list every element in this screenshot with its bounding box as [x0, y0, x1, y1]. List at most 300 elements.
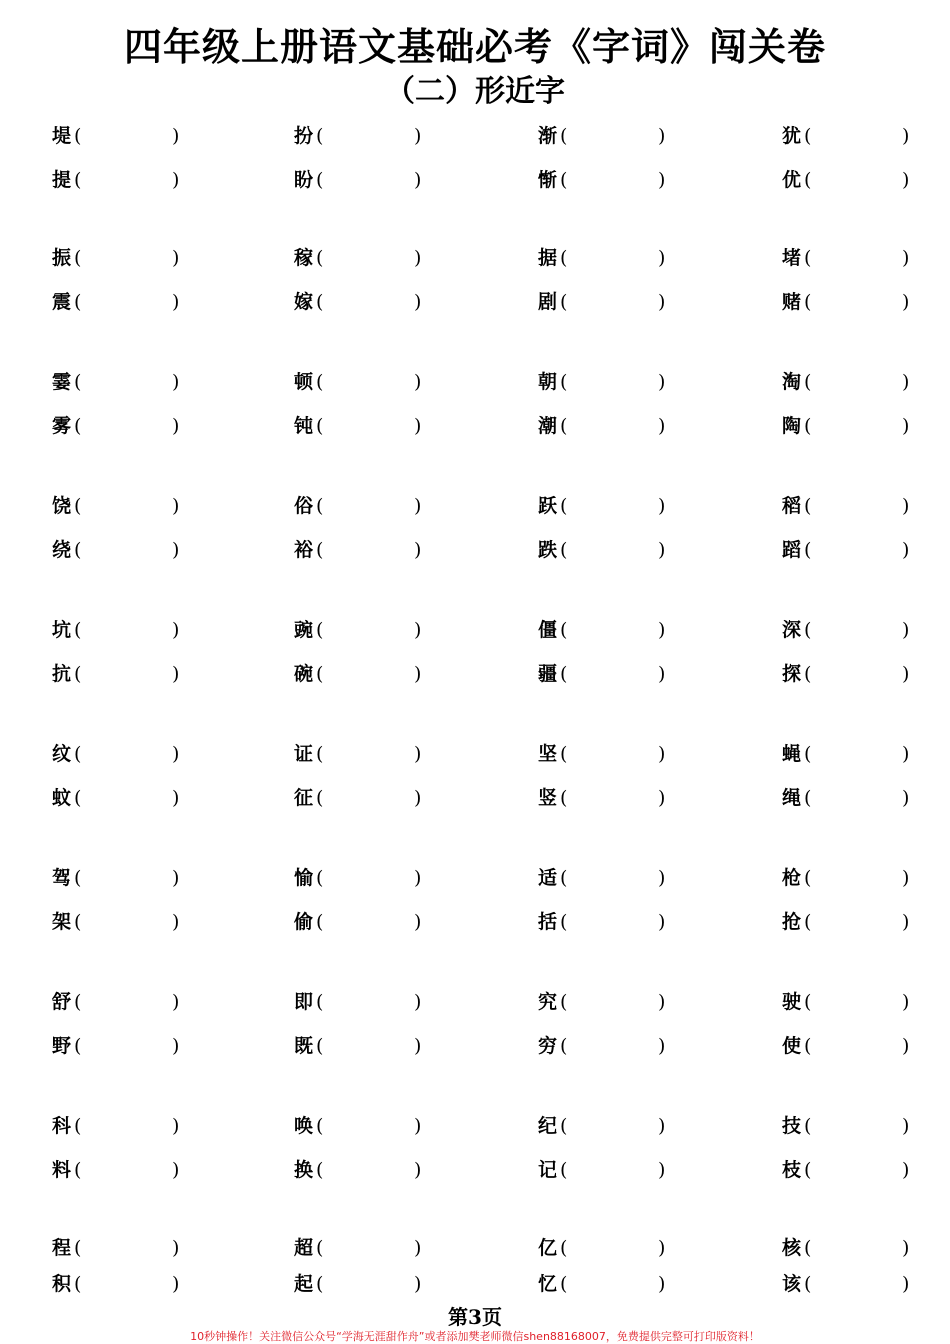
answer-blank-close: ): [414, 911, 422, 933]
answer-blank-open: (: [316, 1035, 324, 1057]
answer-blank-open: (: [316, 787, 324, 809]
answer-blank-close: ): [902, 125, 910, 147]
answer-blank-open: (: [560, 991, 568, 1013]
char-blank-item: [538, 244, 678, 272]
answer-blank-close: ): [172, 911, 180, 933]
answer-blank-open: (: [316, 911, 324, 933]
answer-blank-open: (: [316, 1115, 324, 1137]
character: 稻: [782, 495, 802, 517]
char-blank-item: [538, 740, 678, 768]
character: 优: [782, 169, 802, 191]
answer-blank-open: (: [804, 867, 812, 889]
answer-blank-open: (: [316, 169, 324, 191]
answer-blank-close: ): [172, 371, 180, 393]
answer-blank-close: ): [902, 495, 910, 517]
answer-blank-close: ): [658, 247, 666, 269]
answer-blank-close: ): [902, 371, 910, 393]
answer-blank-open: (: [804, 1237, 812, 1259]
answer-blank-close: ): [414, 371, 422, 393]
character: 顿: [294, 371, 314, 393]
character: 驶: [782, 991, 802, 1013]
char-blank-item: [52, 166, 192, 194]
answer-blank-close: ): [172, 991, 180, 1013]
char-blank-item: [782, 368, 922, 396]
character: 即: [294, 991, 314, 1013]
character: 碗: [294, 663, 314, 685]
answer-blank-open: (: [74, 663, 82, 685]
answer-blank-close: ): [902, 415, 910, 437]
answer-blank-open: (: [74, 1159, 82, 1181]
character: 疆: [538, 663, 558, 685]
character: 既: [294, 1035, 314, 1057]
character: 竖: [538, 787, 558, 809]
answer-blank-close: ): [902, 1115, 910, 1137]
character: 稼: [294, 247, 314, 269]
character: 雾: [52, 415, 72, 437]
character: 枪: [782, 867, 802, 889]
answer-blank-close: ): [658, 867, 666, 889]
answer-blank-close: ): [414, 991, 422, 1013]
character: 记: [538, 1159, 558, 1181]
answer-blank-open: (: [560, 1159, 568, 1181]
answer-blank-open: (: [804, 125, 812, 147]
character: 陶: [782, 415, 802, 437]
section-subtitle: （二）形近字: [385, 74, 565, 109]
answer-blank-open: (: [316, 1159, 324, 1181]
answer-blank-close: ): [172, 169, 180, 191]
answer-blank-open: (: [804, 495, 812, 517]
answer-blank-open: (: [560, 539, 568, 561]
character: 钝: [294, 415, 314, 437]
answer-blank-close: ): [414, 1273, 422, 1295]
answer-blank-open: (: [804, 247, 812, 269]
answer-blank-close: ): [172, 539, 180, 561]
character: 深: [782, 619, 802, 641]
character: 渐: [538, 125, 558, 147]
answer-blank-open: (: [316, 619, 324, 641]
answer-blank-open: (: [74, 991, 82, 1013]
answer-blank-close: ): [658, 125, 666, 147]
char-blank-item: [52, 1032, 192, 1060]
answer-blank-close: ): [902, 743, 910, 765]
char-blank-item: [294, 492, 434, 520]
character: 坑: [52, 619, 72, 641]
character: 纹: [52, 743, 72, 765]
answer-blank-open: (: [804, 1159, 812, 1181]
character: 偷: [294, 911, 314, 933]
answer-blank-open: (: [74, 495, 82, 517]
character: 剧: [538, 291, 558, 313]
character: 饶: [52, 495, 72, 517]
footer-note: 10秒钟操作！关注微信公众号“学海无涯甜作舟”或者添加樊老师微信shen88168007，免费提供完整可打印版资料！: [190, 1330, 760, 1343]
character: 证: [294, 743, 314, 765]
answer-blank-close: ): [658, 743, 666, 765]
char-blank-item: [782, 288, 922, 316]
answer-blank-open: (: [560, 495, 568, 517]
answer-blank-open: (: [560, 125, 568, 147]
answer-blank-close: ): [172, 495, 180, 517]
answer-blank-open: (: [316, 991, 324, 1013]
char-blank-item: [782, 1234, 922, 1262]
character: 技: [782, 1115, 802, 1137]
char-blank-item: [538, 122, 678, 150]
answer-blank-close: ): [902, 867, 910, 889]
char-blank-item: [538, 1112, 678, 1140]
character: 盼: [294, 169, 314, 191]
char-blank-item: [294, 166, 434, 194]
character: 唤: [294, 1115, 314, 1137]
character: 潮: [538, 415, 558, 437]
character: 征: [294, 787, 314, 809]
answer-blank-close: ): [658, 663, 666, 685]
char-blank-item: [538, 988, 678, 1016]
answer-blank-open: (: [804, 663, 812, 685]
character: 亿: [538, 1237, 558, 1259]
character: 究: [538, 991, 558, 1013]
char-blank-item: [294, 244, 434, 272]
answer-blank-close: ): [414, 539, 422, 561]
character: 程: [52, 1237, 72, 1259]
char-blank-item: [294, 368, 434, 396]
answer-blank-open: (: [316, 495, 324, 517]
answer-blank-open: (: [560, 787, 568, 809]
answer-blank-open: (: [804, 1115, 812, 1137]
answer-blank-open: (: [74, 247, 82, 269]
char-blank-item: [52, 1156, 192, 1184]
answer-blank-open: (: [560, 247, 568, 269]
answer-blank-open: (: [560, 867, 568, 889]
char-blank-item: [538, 288, 678, 316]
char-blank-item: [782, 784, 922, 812]
char-blank-item: [538, 492, 678, 520]
character: 豌: [294, 619, 314, 641]
answer-blank-close: ): [172, 415, 180, 437]
char-blank-item: [294, 1234, 434, 1262]
answer-blank-close: ): [414, 495, 422, 517]
char-blank-item: [52, 1270, 192, 1298]
answer-blank-open: (: [560, 291, 568, 313]
char-blank-item: [52, 784, 192, 812]
answer-blank-close: ): [414, 1035, 422, 1057]
answer-blank-close: ): [902, 1035, 910, 1057]
answer-blank-close: ): [902, 1159, 910, 1181]
character: 蚊: [52, 787, 72, 809]
char-blank-item: [538, 1270, 678, 1298]
answer-blank-close: ): [658, 169, 666, 191]
answer-blank-close: ): [658, 415, 666, 437]
char-blank-item: [782, 740, 922, 768]
character: 提: [52, 169, 72, 191]
answer-blank-open: (: [74, 1237, 82, 1259]
answer-blank-open: (: [804, 787, 812, 809]
character: 跃: [538, 495, 558, 517]
character: 使: [782, 1035, 802, 1057]
char-blank-item: [294, 1032, 434, 1060]
answer-blank-open: (: [560, 415, 568, 437]
answer-blank-close: ): [172, 619, 180, 641]
character: 裕: [294, 539, 314, 561]
answer-blank-open: (: [804, 991, 812, 1013]
answer-blank-close: ): [414, 1115, 422, 1137]
char-blank-item: [538, 908, 678, 936]
answer-blank-close: ): [414, 1237, 422, 1259]
page-title: 四年级上册语文基础必考《字词》闯关卷: [123, 24, 826, 69]
char-blank-item: [294, 784, 434, 812]
answer-blank-open: (: [316, 291, 324, 313]
char-blank-item: [782, 864, 922, 892]
character: 淘: [782, 371, 802, 393]
answer-blank-open: (: [560, 169, 568, 191]
answer-blank-close: ): [172, 743, 180, 765]
character: 跌: [538, 539, 558, 561]
answer-blank-close: ): [658, 371, 666, 393]
char-blank-item: [538, 616, 678, 644]
char-blank-item: [782, 244, 922, 272]
answer-blank-open: (: [804, 619, 812, 641]
char-blank-item: [294, 1156, 434, 1184]
answer-blank-open: (: [316, 663, 324, 685]
answer-blank-close: ): [658, 1159, 666, 1181]
char-blank-item: [782, 1270, 922, 1298]
char-blank-item: [782, 492, 922, 520]
character: 蹈: [782, 539, 802, 561]
character: 忆: [538, 1273, 558, 1295]
character: 适: [538, 867, 558, 889]
char-blank-item: [782, 988, 922, 1016]
char-blank-item: [294, 122, 434, 150]
char-blank-item: [538, 1156, 678, 1184]
answer-blank-close: ): [414, 1159, 422, 1181]
char-blank-item: [294, 864, 434, 892]
character: 抗: [52, 663, 72, 685]
answer-blank-close: ): [902, 539, 910, 561]
answer-blank-open: (: [74, 787, 82, 809]
char-blank-item: [782, 122, 922, 150]
answer-blank-close: ): [658, 1237, 666, 1259]
answer-blank-close: ): [172, 1035, 180, 1057]
character: 僵: [538, 619, 558, 641]
answer-blank-open: (: [560, 663, 568, 685]
answer-blank-close: ): [902, 619, 910, 641]
char-blank-item: [52, 412, 192, 440]
answer-blank-open: (: [74, 291, 82, 313]
character: 抢: [782, 911, 802, 933]
answer-blank-open: (: [804, 291, 812, 313]
answer-blank-open: (: [316, 1273, 324, 1295]
answer-blank-open: (: [804, 415, 812, 437]
answer-blank-close: ): [902, 291, 910, 313]
answer-blank-close: ): [658, 991, 666, 1013]
character: 探: [782, 663, 802, 685]
char-blank-item: [538, 864, 678, 892]
answer-blank-close: ): [658, 291, 666, 313]
answer-blank-open: (: [316, 415, 324, 437]
answer-blank-open: (: [74, 371, 82, 393]
answer-blank-open: (: [804, 1273, 812, 1295]
character: 惭: [538, 169, 558, 191]
answer-blank-close: ): [658, 1035, 666, 1057]
character: 嫁: [294, 291, 314, 313]
character: 核: [782, 1237, 802, 1259]
char-blank-item: [52, 1234, 192, 1262]
char-blank-item: [782, 616, 922, 644]
answer-blank-close: ): [902, 169, 910, 191]
answer-blank-open: (: [316, 1237, 324, 1259]
answer-blank-close: ): [414, 247, 422, 269]
answer-blank-open: (: [804, 371, 812, 393]
answer-blank-open: (: [316, 867, 324, 889]
answer-blank-open: (: [560, 743, 568, 765]
answer-blank-close: ): [172, 247, 180, 269]
character: 坚: [538, 743, 558, 765]
answer-blank-close: ): [414, 415, 422, 437]
answer-blank-close: ): [902, 247, 910, 269]
character: 犹: [782, 125, 802, 147]
answer-blank-close: ): [172, 1273, 180, 1295]
character: 据: [538, 247, 558, 269]
char-blank-item: [294, 988, 434, 1016]
page-number: 第3页: [448, 1305, 502, 1329]
character: 愉: [294, 867, 314, 889]
character: 架: [52, 911, 72, 933]
char-blank-item: [538, 784, 678, 812]
answer-blank-open: (: [316, 539, 324, 561]
answer-blank-close: ): [658, 1115, 666, 1137]
answer-blank-close: ): [902, 991, 910, 1013]
char-blank-item: [52, 288, 192, 316]
char-blank-item: [538, 1032, 678, 1060]
character: 绳: [782, 787, 802, 809]
char-blank-item: [52, 864, 192, 892]
answer-blank-open: (: [74, 867, 82, 889]
char-blank-item: [294, 536, 434, 564]
char-blank-item: [294, 740, 434, 768]
answer-blank-close: ): [414, 169, 422, 191]
character: 震: [52, 291, 72, 313]
char-blank-item: [782, 1032, 922, 1060]
char-blank-item: [52, 616, 192, 644]
answer-blank-open: (: [74, 169, 82, 191]
character: 超: [294, 1237, 314, 1259]
answer-blank-open: (: [560, 911, 568, 933]
answer-blank-open: (: [316, 247, 324, 269]
character: 积: [52, 1273, 72, 1295]
char-blank-item: [294, 1270, 434, 1298]
character: 俗: [294, 495, 314, 517]
answer-blank-close: ): [414, 867, 422, 889]
answer-blank-open: (: [804, 1035, 812, 1057]
char-blank-item: [294, 288, 434, 316]
character: 驾: [52, 867, 72, 889]
character: 换: [294, 1159, 314, 1181]
answer-blank-open: (: [560, 619, 568, 641]
answer-blank-close: ): [658, 911, 666, 933]
answer-blank-close: ): [658, 1273, 666, 1295]
answer-blank-open: (: [74, 415, 82, 437]
char-blank-item: [538, 368, 678, 396]
character: 舒: [52, 991, 72, 1013]
char-blank-item: [52, 660, 192, 688]
character: 霎: [52, 371, 72, 393]
char-blank-item: [782, 412, 922, 440]
char-blank-item: [782, 908, 922, 936]
character: 料: [52, 1159, 72, 1181]
char-blank-item: [782, 1156, 922, 1184]
character: 野: [52, 1035, 72, 1057]
character: 赌: [782, 291, 802, 313]
answer-blank-close: ): [414, 663, 422, 685]
char-blank-item: [294, 412, 434, 440]
char-blank-item: [52, 908, 192, 936]
char-blank-item: [294, 616, 434, 644]
answer-blank-open: (: [74, 743, 82, 765]
answer-blank-close: ): [902, 1237, 910, 1259]
answer-blank-open: (: [560, 1035, 568, 1057]
character: 枝: [782, 1159, 802, 1181]
char-blank-item: [294, 1112, 434, 1140]
char-blank-item: [538, 412, 678, 440]
character: 绕: [52, 539, 72, 561]
answer-blank-open: (: [804, 911, 812, 933]
answer-blank-close: ): [172, 1237, 180, 1259]
character: 起: [294, 1273, 314, 1295]
character: 该: [782, 1273, 802, 1295]
char-blank-item: [294, 908, 434, 936]
answer-blank-close: ): [902, 787, 910, 809]
answer-blank-close: ): [902, 1273, 910, 1295]
char-blank-item: [52, 1112, 192, 1140]
answer-blank-close: ): [172, 1159, 180, 1181]
char-blank-item: [782, 1112, 922, 1140]
char-blank-item: [52, 122, 192, 150]
answer-blank-open: (: [316, 125, 324, 147]
answer-blank-close: ): [414, 787, 422, 809]
character: 括: [538, 911, 558, 933]
char-blank-item: [52, 368, 192, 396]
char-blank-item: [52, 492, 192, 520]
answer-blank-close: ): [414, 743, 422, 765]
answer-blank-open: (: [560, 1273, 568, 1295]
answer-blank-close: ): [172, 125, 180, 147]
answer-blank-close: ): [902, 663, 910, 685]
character: 科: [52, 1115, 72, 1137]
char-blank-item: [52, 536, 192, 564]
answer-blank-close: ): [658, 495, 666, 517]
char-blank-item: [782, 536, 922, 564]
answer-blank-open: (: [74, 911, 82, 933]
answer-blank-close: ): [172, 1115, 180, 1137]
answer-blank-close: ): [658, 619, 666, 641]
answer-blank-open: (: [560, 1115, 568, 1137]
char-blank-item: [538, 536, 678, 564]
char-blank-item: [782, 166, 922, 194]
answer-blank-open: (: [74, 619, 82, 641]
answer-blank-close: ): [658, 787, 666, 809]
char-blank-item: [538, 660, 678, 688]
answer-blank-close: ): [902, 911, 910, 933]
character: 纪: [538, 1115, 558, 1137]
char-blank-item: [52, 740, 192, 768]
answer-blank-close: ): [414, 291, 422, 313]
answer-blank-open: (: [560, 1237, 568, 1259]
answer-blank-open: (: [74, 539, 82, 561]
answer-blank-close: ): [172, 867, 180, 889]
answer-blank-open: (: [74, 1035, 82, 1057]
char-blank-item: [52, 244, 192, 272]
char-blank-item: [782, 660, 922, 688]
char-blank-item: [538, 166, 678, 194]
answer-blank-open: (: [804, 743, 812, 765]
